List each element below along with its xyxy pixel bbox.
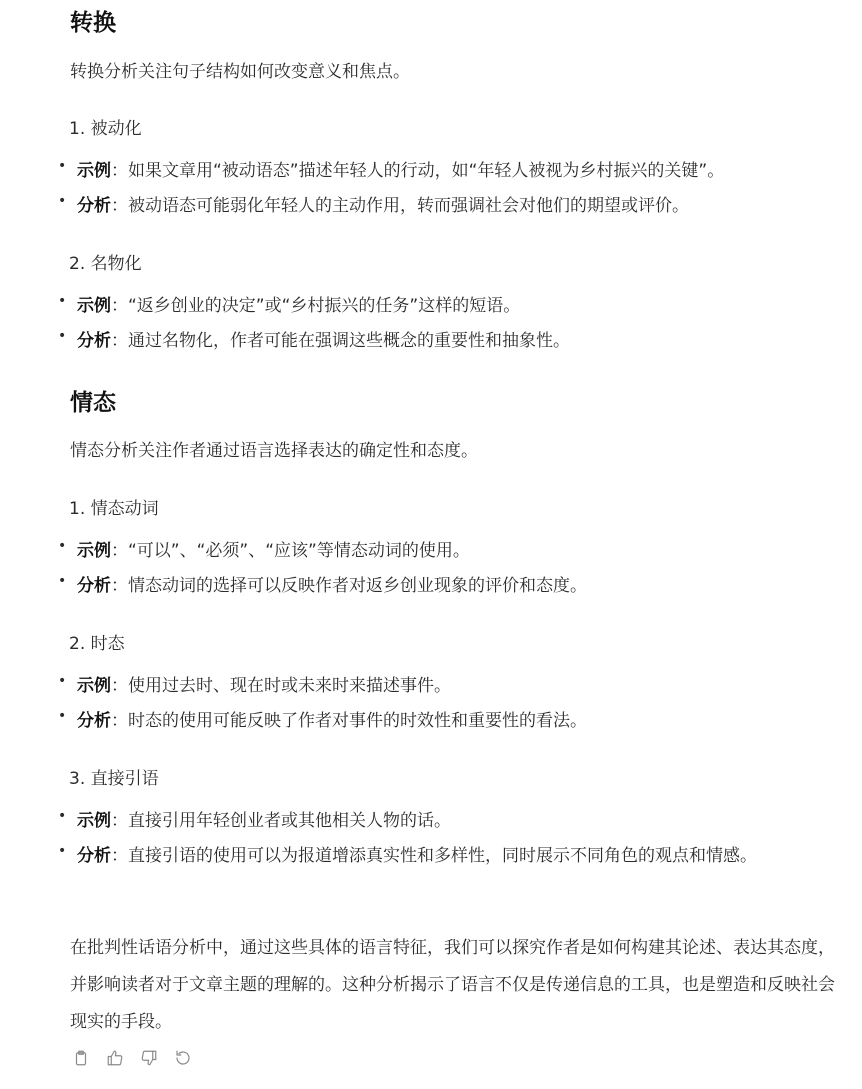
bullet-text: ：通过名物化，作者可能在强调这些概念的重要性和抽象性。 bbox=[111, 331, 570, 351]
bullet-dot: • bbox=[58, 843, 67, 859]
bullet-text: ：直接引语的使用可以为报道增添真实性和多样性，同时展示不同角色的观点和情感。 bbox=[111, 846, 757, 866]
bullet-label: 分析 bbox=[77, 196, 111, 216]
bullet-dot: • bbox=[58, 538, 67, 554]
bullet-label: 示例 bbox=[77, 541, 111, 561]
bullet-item bbox=[58, 568, 838, 604]
bullet-dot: • bbox=[58, 573, 67, 589]
bullet-label: 示例 bbox=[77, 296, 111, 316]
bullet-label: 分析 bbox=[77, 576, 111, 596]
copy-button[interactable] bbox=[70, 1046, 92, 1070]
thumbs-up-icon bbox=[106, 1049, 124, 1067]
bullet-dot: • bbox=[58, 193, 67, 209]
regenerate-icon bbox=[174, 1049, 192, 1067]
regenerate-button[interactable] bbox=[172, 1046, 194, 1070]
bullet-item bbox=[58, 288, 838, 324]
bullet-label: 分析 bbox=[77, 846, 111, 866]
bullet-item bbox=[58, 533, 838, 569]
bullet-dot: • bbox=[58, 708, 67, 724]
numbered-item-title: 2. 名物化 bbox=[69, 254, 142, 274]
bullet-dot: • bbox=[58, 808, 67, 824]
conclusion-paragraph: 在批判性话语分析中，通过这些具体的语言特征，我们可以探究作者是如何构建其论述、表达其态度，并影响读者对于文章主题的理解的。这种分析揭示了语言不仅是传递信息的工具，也是塑造和反映社会现实的手段。 bbox=[70, 938, 835, 1032]
bullet-dot: • bbox=[58, 673, 67, 689]
bullet-label: 示例 bbox=[77, 161, 111, 181]
section-heading: 转换 bbox=[70, 10, 116, 36]
bullet-label: 示例 bbox=[77, 811, 111, 831]
numbered-item-title: 2. 时态 bbox=[69, 634, 125, 654]
bullet-item bbox=[58, 188, 838, 224]
copy-icon bbox=[72, 1049, 90, 1067]
bullet-label: 分析 bbox=[77, 331, 111, 351]
bullet-item bbox=[58, 153, 838, 189]
bullet-item bbox=[58, 838, 838, 874]
bullet-text: ：直接引用年轻创业者或其他相关人物的话。 bbox=[111, 811, 451, 831]
bullet-text: ：被动语态可能弱化年轻人的主动作用，转而强调社会对他们的期望或评价。 bbox=[111, 196, 689, 216]
section-intro: 情态分析关注作者通过语言选择表达的确定性和态度。 bbox=[70, 441, 478, 461]
message-actions bbox=[70, 1046, 194, 1070]
bullet-item bbox=[58, 703, 838, 739]
bullet-label: 示例 bbox=[77, 676, 111, 696]
bullet-text: ：“返乡创业的决定”或“乡村振兴的任务”这样的短语。 bbox=[111, 296, 521, 316]
numbered-item-title: 1. 情态动词 bbox=[69, 499, 159, 519]
bullet-dot: • bbox=[58, 328, 67, 344]
thumbs-up-button[interactable] bbox=[104, 1046, 126, 1070]
bullet-dot: • bbox=[58, 158, 67, 174]
bullet-label: 分析 bbox=[77, 711, 111, 731]
bullet-item bbox=[58, 323, 838, 359]
numbered-item-title: 3. 直接引语 bbox=[69, 769, 159, 789]
bullet-text: ：如果文章用“被动语态”描述年轻人的行动，如“年轻人被视为乡村振兴的关键”。 bbox=[111, 161, 725, 181]
bullet-item bbox=[58, 803, 838, 839]
section-intro: 转换分析关注句子结构如何改变意义和焦点。 bbox=[70, 62, 410, 82]
section-heading: 情态 bbox=[70, 390, 116, 416]
numbered-item-title: 1. 被动化 bbox=[69, 119, 142, 139]
thumbs-down-icon bbox=[140, 1049, 158, 1067]
bullet-text: ：“可以”、“必须”、“应该”等情态动词的使用。 bbox=[111, 541, 470, 561]
bullet-dot: • bbox=[58, 293, 67, 309]
thumbs-down-button[interactable] bbox=[138, 1046, 160, 1070]
bullet-item bbox=[58, 668, 838, 704]
bullet-text: ：时态的使用可能反映了作者对事件的时效性和重要性的看法。 bbox=[111, 711, 587, 731]
bullet-text: ：使用过去时、现在时或未来时来描述事件。 bbox=[111, 676, 451, 696]
bullet-text: ：情态动词的选择可以反映作者对返乡创业现象的评价和态度。 bbox=[111, 576, 587, 596]
